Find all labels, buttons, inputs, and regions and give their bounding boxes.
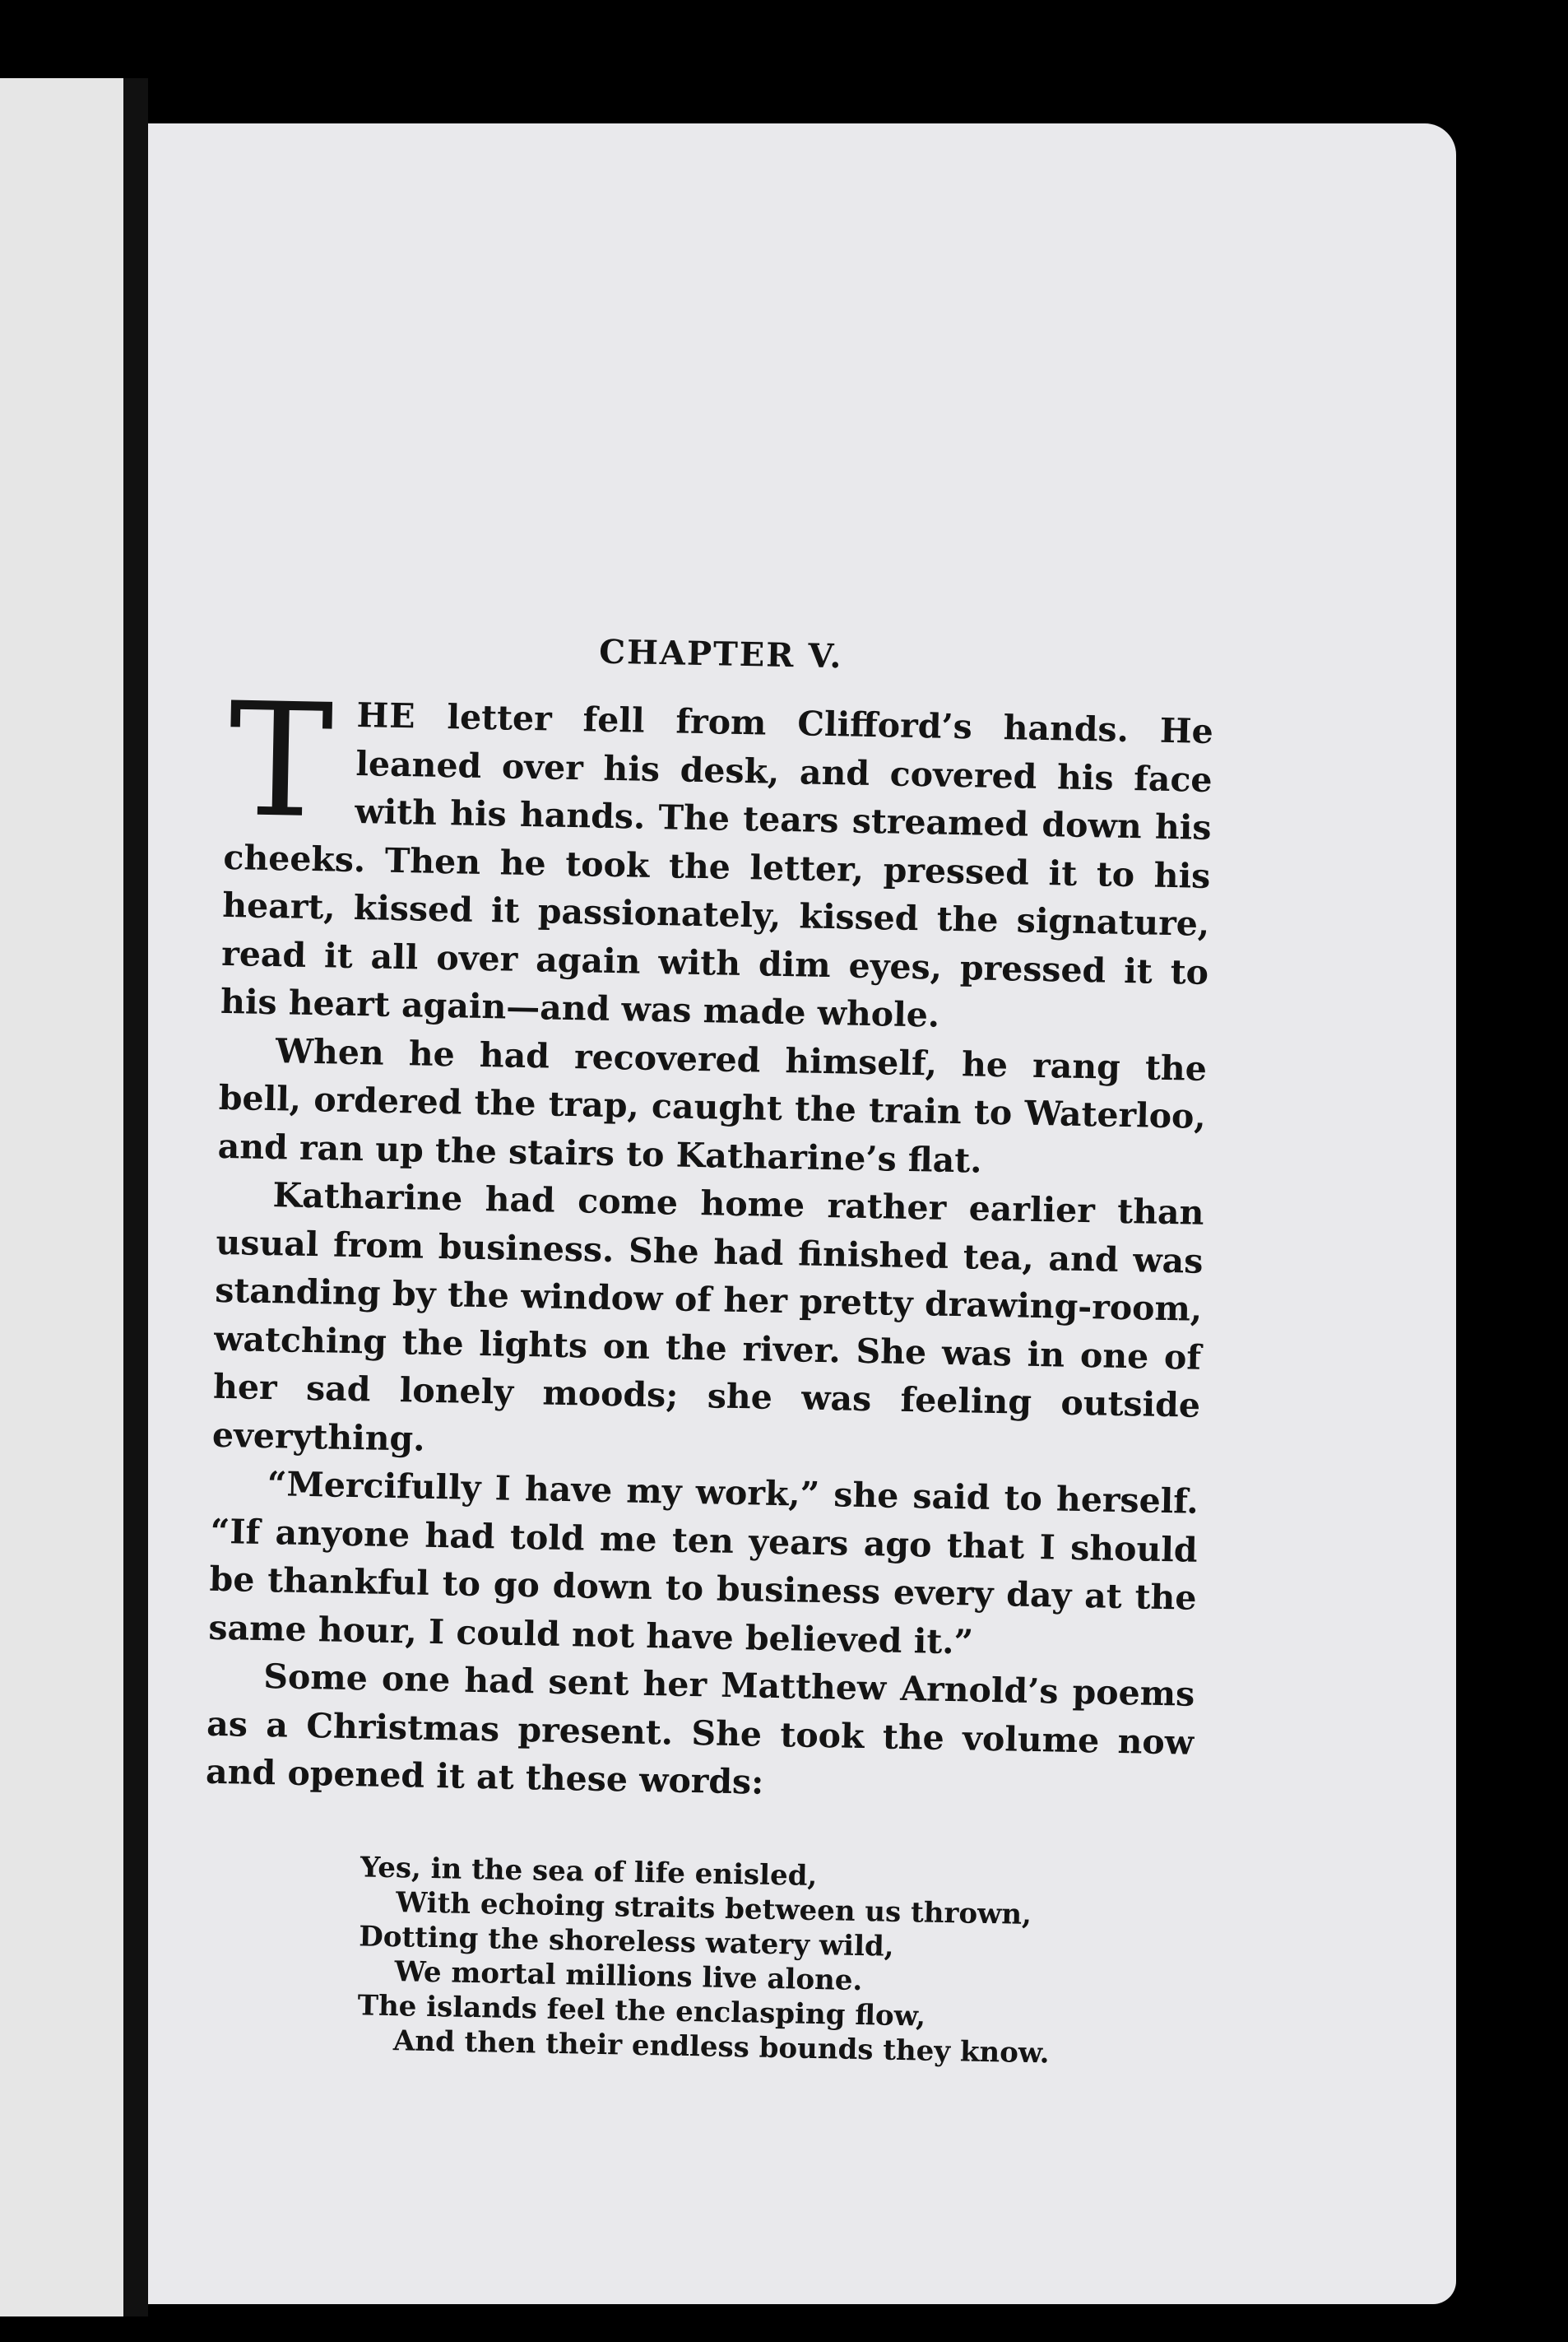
paragraph-1 <box>220 669 1214 1044</box>
first-word-rest: HE <box>356 695 417 737</box>
poem-line: With echoing straits between us thrown, <box>395 1885 1032 1931</box>
paragraph-3: Katharine had come home rather earlier than usual from business. She had finished tea, and was standing by the window of her pretty drawing-room, watching the lights on the river. She was in one of her sad lonely moods; she was feeling outside everything. <box>211 1175 1204 1459</box>
paragraph-2: When he had recovered himself, he rang the bell, ordered the trap, caught the train to Waterloo, and ran up the stairs to Katharine’s flat. <box>217 1030 1208 1181</box>
book-page <box>148 123 1456 2304</box>
poem-line: Dotting the shoreless watery wild, <box>358 1919 894 1963</box>
left-page-edge <box>0 78 123 2316</box>
poem-line: And then their endless bounds they know. <box>392 2024 1050 2070</box>
poem-quotation <box>357 1850 1192 2073</box>
poem-line: The islands feel the enclasping flow, <box>357 1988 926 2033</box>
page-text-block <box>201 494 1218 2073</box>
paragraph-5: Some one had sent her Matthew Arnold’s poems as a Christmas present. She took the volume now and opened it at these words: <box>205 1657 1195 1802</box>
paragraph-1-text: letter fell from Clifford’s hands. He leaned over his desk, and covered his face with his hands. The tears streamed down his cheeks. Then he took the letter, pressed it to his heart, kissed it passionately, kissed the signature, read it all over again with dim eyes, pressed it to his heart again—and was made whole. <box>220 696 1214 1035</box>
book-gutter <box>123 78 148 2316</box>
paragraph-4: “Mercifully I have my work,” she said to herself. “If anyone had told me ten years ago that I should be thankful to go down to business every day at the same hour, I could not have believed it.” <box>208 1464 1199 1662</box>
chapter-heading: CHAPTER V. <box>598 632 843 676</box>
poem-line: We mortal millions live alone. <box>394 1954 863 1997</box>
drop-cap: T <box>226 669 335 853</box>
poem-line: Yes, in the sea of life enisled, <box>360 1850 818 1893</box>
